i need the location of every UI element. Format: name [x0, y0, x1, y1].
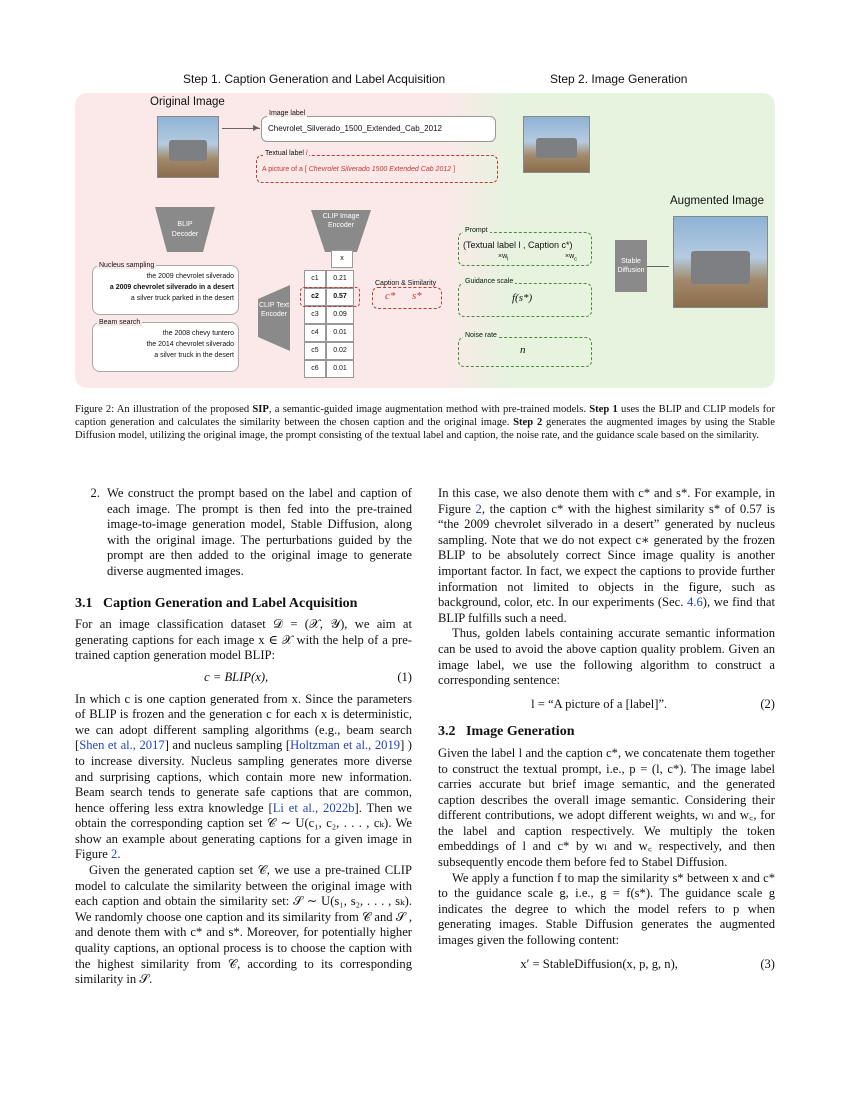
ref-figure-2b[interactable]: 2: [475, 501, 482, 516]
guidance-title: Guidance scale: [465, 278, 514, 285]
ref-holtzman[interactable]: Holtzman et al., 2019: [290, 738, 401, 753]
caption-mid1: , a semantic-guided image augmentation method with pre-trained models.: [268, 404, 590, 415]
sim-s1: 0.21: [326, 270, 354, 288]
textual-label-title-text: Textual label: [265, 150, 304, 157]
augmented-truck-image: [673, 216, 768, 308]
beam-caption-2: the 2014 chevrolet silverado: [146, 341, 234, 348]
stable-diffusion-block: Stable Diffusion: [615, 240, 647, 292]
sim-c6: c6: [304, 360, 326, 378]
p2-c: ] ) to increase diversity. Nucleus sampling generates more diverse and surprising captions, which contain more new information. Beam search tends to generate safe captions that are common, hence offering less extra knowledge [: [75, 738, 412, 815]
noise-content: n: [520, 344, 526, 356]
textual-label-name: Chevrolet Silverado 1500 Extended Cab 2012: [308, 166, 452, 173]
ref-li[interactable]: Li et al., 2022b: [272, 800, 355, 815]
weight-c: [565, 253, 577, 262]
guidance-content: f(s*): [512, 292, 533, 304]
sim-s3: 0.09: [326, 306, 354, 324]
p2-a: In which c is one caption generated from x. Since the parameters of BLIP is frozen and the generation c for each x is deterministic, we can adopt different sampling algorithms (e.g., beam search [: [75, 691, 412, 753]
caption-step1: Step 1: [589, 404, 618, 415]
right-column: [438, 486, 775, 980]
blip-decoder-label: BLIP Decoder: [171, 221, 199, 238]
equation-1: [75, 670, 412, 686]
rp1-a: In this case, we also denote them with c* and s*. For example, in Figure: [438, 486, 775, 516]
beam-search-title: Beam search: [99, 319, 141, 326]
beam-caption-3: a silver truck in the desert: [154, 352, 234, 359]
clip-text-encoder-label: CLIP Text Encoder: [258, 302, 290, 318]
caption-similarity-box: [372, 287, 442, 309]
clip-image-encoder-label: CLIP Image Encoder: [322, 213, 360, 229]
noise-title: Noise rate: [465, 332, 497, 339]
sd-output-arrow: [647, 266, 669, 267]
ref-figure-2[interactable]: 2: [111, 847, 118, 862]
prompt-title: Prompt: [465, 227, 488, 234]
original-image-label: Original Image: [150, 96, 225, 108]
original-truck-image: [157, 116, 219, 178]
section-3-2-heading: [438, 724, 775, 740]
sim-c5: c5: [304, 342, 326, 360]
image-label-value: Chevrolet_Silverado_1500_Extended_Cab_2012: [268, 124, 442, 133]
sim-s5: 0.02: [326, 342, 354, 360]
image-label-title: Image label: [269, 110, 306, 117]
equation-2-number: (2): [760, 696, 775, 711]
nucleus-caption-3: a silver truck parked in the desert: [130, 295, 234, 302]
equation-1-text: c = BLIP(x),: [204, 669, 269, 684]
equation-2: [438, 697, 775, 713]
ref-shen[interactable]: Shen et al., 2017: [79, 738, 165, 753]
textual-label-value: [262, 166, 455, 173]
left-paragraph-3: Given the generated caption set 𝒞, we use a pre-trained CLIP model to calculate the similarity between the original image with each caption and obtain the similarity set: 𝒮 ∼ U(s₁, s₂, . . . , sₖ). We randomly choose one caption and its similarity from 𝒞 and 𝒮 , and denote them with c* and s*. Moreover, for potentially higher quality captions, an optional process is to choose the caption with the highest similarity from 𝒞, according to its corresponding similarity in 𝒮.: [75, 863, 412, 987]
sim-c4: c4: [304, 324, 326, 342]
list-item-2-number: 2.: [90, 486, 100, 500]
equation-3: [438, 957, 775, 973]
arrow-head-icon: ▶: [253, 123, 260, 132]
right-paragraph-4: We apply a function f to map the similarity s* between x and c* to the guidance scale g, i.e., g = f(s*). The guidance scale g indicates the degree to which the model refers to p when generating images. Stable Diffusion generates the augmented images given the following content:: [438, 870, 775, 948]
left-column: [75, 486, 412, 988]
sim-s6: 0.01: [326, 360, 354, 378]
figure-caption: [75, 403, 775, 442]
textual-label-title: [263, 150, 309, 157]
augmented-image-label: Augmented Image: [670, 195, 764, 207]
rp1-c: ), we find that BLIP fulfills such a need.: [438, 595, 775, 625]
equation-3-number: (3): [760, 956, 775, 971]
beam-caption-1: the 2008 chevy tuntero: [162, 330, 234, 337]
equation-1-number: (1): [397, 669, 412, 684]
weight-l-sub: l: [507, 256, 509, 263]
weight-c-sub: c: [574, 256, 578, 263]
list-item-2-text: We construct the prompt based on the label and caption of each image. The prompt is then fed into the pre-trained image-to-image generation model, Stable Diffusion, along with the original image. The perturbations guided by the prompt are then added to the original image to generate diverse augmented images.: [107, 486, 412, 578]
step2-title: Step 2. Image Generation: [550, 72, 688, 86]
right-paragraph-1: [438, 486, 775, 626]
sim-s4: 0.01: [326, 324, 354, 342]
p2-d: ]. Then we obtain the corresponding caption set 𝒞 ∼ U(c₁, c₂, . . . , cₖ). We show an example about generating captions for a given image in Figure: [75, 800, 412, 862]
list-item-2: [75, 486, 412, 580]
section-3-1-number: 3.1: [75, 595, 93, 611]
c-star: c*: [385, 290, 396, 302]
equation-3-text: x′ = StableDiffusion(x, p, g, n),: [520, 956, 678, 971]
textual-label-symbol: l: [305, 150, 308, 157]
left-paragraph-2: [75, 692, 412, 864]
weight-l-text: ×w: [498, 253, 508, 260]
nucleus-sampling-title: Nucleus sampling: [99, 262, 155, 269]
right-paragraph-2: Thus, golden labels containing accurate semantic information can be used to avoid the above caption quality problem. Given an image label, we use the following algorithm to construct a corresponding sentence:: [438, 626, 775, 688]
nucleus-caption-1: the 2009 chevrolet silverado: [146, 273, 234, 280]
caption-mid2: uses the BLIP and CLIP models for caption generation and calculates the similarity between the chosen caption and the original image.: [75, 404, 775, 428]
section-3-1-heading: [75, 596, 412, 612]
left-paragraph-1: For an image classification dataset 𝒟 = (𝒳, 𝒴), we aim at generating captions for each image x ∈ 𝒳 with the help of a pre-trained caption generation model BLIP:: [75, 617, 412, 663]
ref-sec-4-6[interactable]: 4.6: [687, 595, 703, 610]
weight-c-text: ×w: [565, 253, 575, 260]
sim-s2: 0.57: [326, 288, 354, 306]
rp1-b: , the caption c* with the highest similarity s* of 0.57 is “the 2009 chevrolet silverado in a desert” generated by nucleus sampling. Note that we do not expect c∗ generated by the frozen BLIP to be absolutely correct Since image quality is another important factor. In fact, we expect the captions to provide further information not limited to objects in the figure, such as background, color, etc. In our experiments (Sec.: [438, 501, 775, 610]
beam-captions: [96, 328, 234, 361]
right-paragraph-3: Given the label l and the caption c*, we concatenate them together to construct the textual prompt, i.e., p = (l, c*). The image label carries accurate but brief image semantic, and the generated caption describes the overall image semantic. Considering their different contributions, we adopt different weights, wₗ and w꜀, for the label and caption respectively. We multiply the token embeddings of l and c* by wₗ and w꜀ respectively, and then subsequently encode them before fed to Stabel Diffusion.: [438, 745, 775, 870]
s-star: s*: [412, 290, 422, 302]
selected-row-highlight: [300, 287, 360, 307]
caption-similarity-title: Caption & Similarity: [375, 280, 437, 287]
section-3-2-title: Image Generation: [466, 724, 575, 740]
caption-mid3: generates the augmented images by using the Stable Diffusion model, utilizing the original image, the prompt consisting of the textual label and caption, the noise rate, and the guidance scale based on the similarity.: [75, 417, 775, 441]
p2-e: .: [117, 847, 121, 862]
prompt-content: (Textual label l , Caption c*): [463, 240, 573, 250]
weight-l: [498, 253, 508, 262]
caption-sip: SIP: [252, 404, 269, 415]
section-3-1-title: Caption Generation and Label Acquisition: [103, 595, 358, 611]
caption-prefix: Figure 2: An illustration of the proposed: [75, 404, 253, 415]
sim-c3: c3: [304, 306, 326, 324]
sim-c2: c2: [304, 288, 326, 306]
equation-2-text: l = “A picture of a [label]”.: [531, 696, 668, 711]
x-cell: x: [331, 250, 353, 268]
section-3-2-number: 3.2: [438, 724, 456, 740]
caption-step2: Step 2: [513, 417, 543, 428]
textual-label-prefix: A picture of a [: [262, 166, 307, 173]
nucleus-caption-2: a 2009 chevrolet silverado in a desert: [109, 284, 234, 291]
nucleus-captions: [96, 271, 234, 304]
p2-b: ] and nucleus sampling [: [164, 738, 291, 753]
step2-input-image: [523, 116, 590, 173]
textual-label-suffix: ]: [453, 166, 456, 173]
step1-title: Step 1. Caption Generation and Label Acquisition: [183, 72, 446, 86]
sim-c1: c1: [304, 270, 326, 288]
